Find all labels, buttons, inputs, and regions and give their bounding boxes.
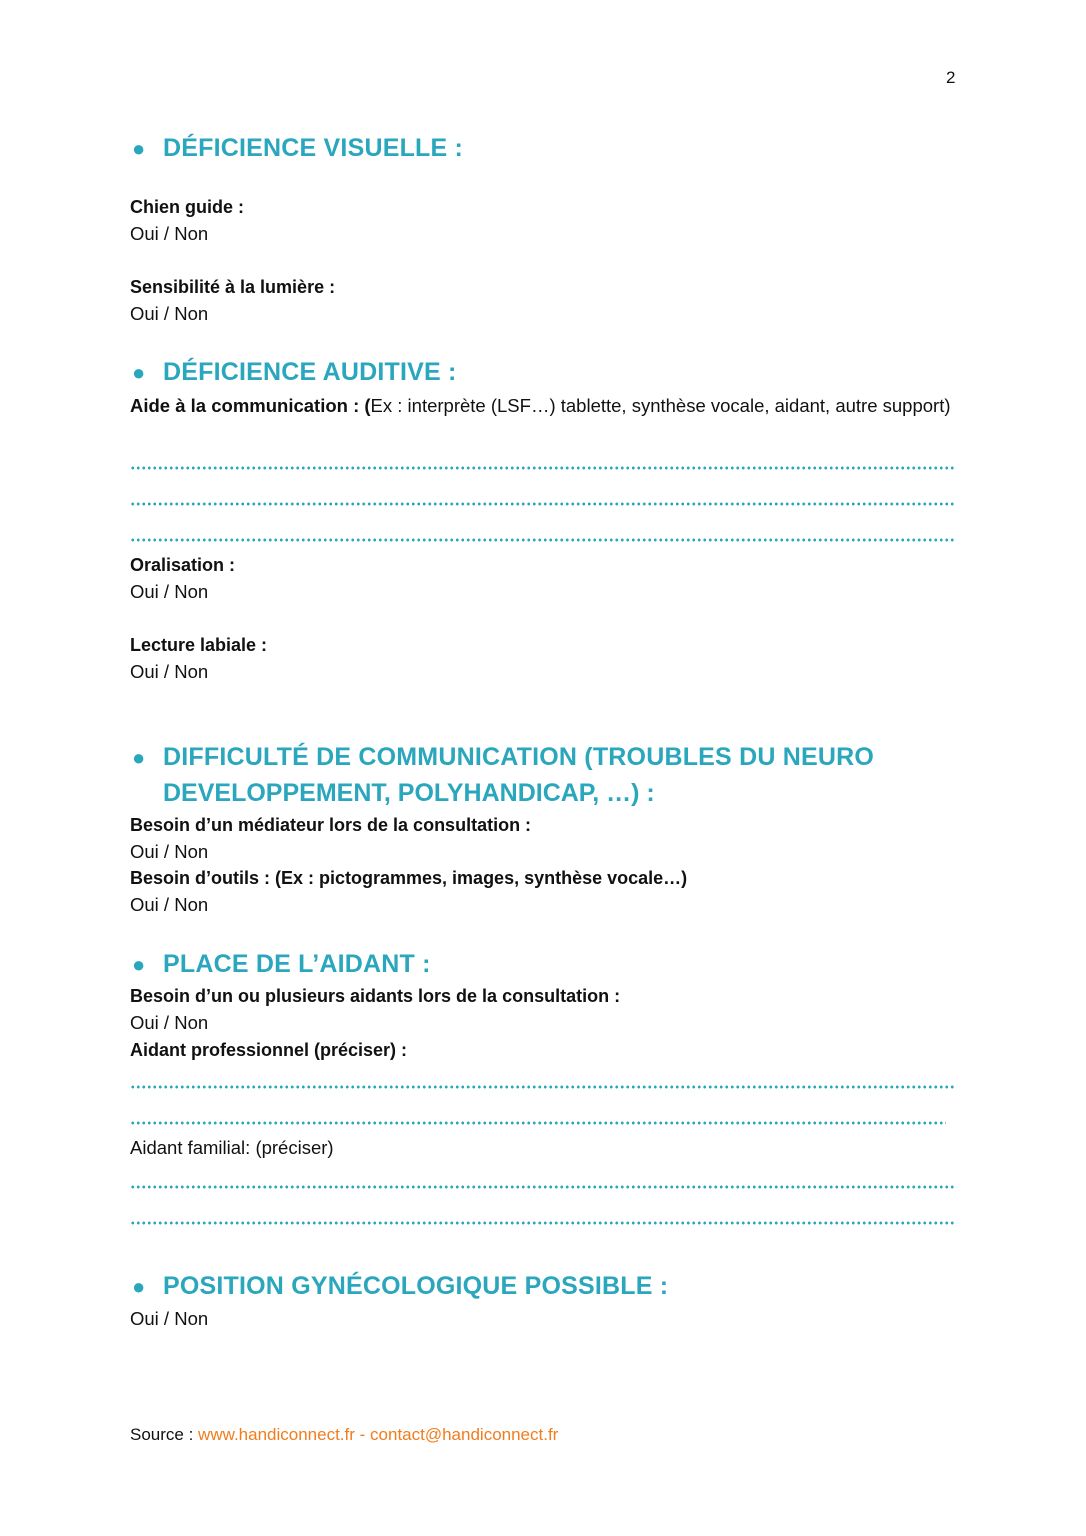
sensibilite-lumiere-value: Oui / Non <box>130 303 209 324</box>
aide-communication <box>130 392 956 419</box>
dotted-answer-line[interactable] <box>130 1084 956 1090</box>
oralisation-value: Oui / Non <box>130 581 209 602</box>
dotted-answer-line[interactable] <box>130 1184 956 1190</box>
dotted-answer-line[interactable] <box>130 1120 946 1126</box>
bullet-icon: ● <box>132 1274 146 1299</box>
chien-guide-value: Oui / Non <box>130 223 209 244</box>
email-link[interactable]: contact@handiconnect.fr <box>370 1425 559 1444</box>
chien-guide-label: Chien guide : <box>130 197 244 217</box>
heading-deficience-auditive: ● DÉFICIENCE AUDITIVE : <box>132 358 457 386</box>
sensibilite-lumiere-label: Sensibilité à la lumière : <box>130 277 336 297</box>
heading-difficulte-communication: ● DIFFICULTÉ DE COMMUNICATION (TROUBLES DU NEURO <box>132 743 875 771</box>
oralisation-label: Oralisation : <box>130 555 236 575</box>
aidant-professionnel-label: Aidant professionnel (préciser) : <box>130 1040 408 1060</box>
footer-separator: - <box>354 1425 371 1444</box>
heading-position-gynecologique: ● POSITION GYNÉCOLOGIQUE POSSIBLE : <box>132 1272 669 1300</box>
position-gynecologique-value: Oui / Non <box>130 1308 209 1329</box>
besoin-aidants-value: Oui / Non <box>130 1012 209 1033</box>
aidant-familial-label: Aidant familial: (préciser) <box>130 1137 334 1158</box>
mediateur-label: Besoin d’un médiateur lors de la consultation : <box>130 815 532 835</box>
outils-label: Besoin d’outils : (Ex : pictogrammes, images, synthèse vocale…) <box>130 868 688 888</box>
bullet-icon: ● <box>132 136 146 161</box>
outils-value: Oui / Non <box>130 894 209 915</box>
heading-deficience-visuelle: ● DÉFICIENCE VISUELLE : <box>132 134 464 162</box>
page-number: 2 <box>946 68 956 87</box>
besoin-aidants-label: Besoin d’un ou plusieurs aidants lors de la consultation : <box>130 986 621 1006</box>
bullet-icon: ● <box>132 360 146 385</box>
aide-communication-text: Ex : interprète (LSF…) tablette, synthèse vocale, aidant, autre support) <box>370 395 951 416</box>
dotted-answer-line[interactable] <box>130 501 956 507</box>
dotted-answer-line[interactable] <box>130 465 956 471</box>
footer-source <box>130 1425 558 1445</box>
bullet-icon: ● <box>132 952 146 977</box>
mediateur-value: Oui / Non <box>130 841 209 862</box>
dotted-answer-line[interactable] <box>130 1220 956 1226</box>
heading-difficulte-communication-line2: DEVELOPPEMENT, POLYHANDICAP, …) : <box>163 779 655 807</box>
lecture-labiale-label: Lecture labiale : <box>130 635 268 655</box>
lecture-labiale-value: Oui / Non <box>130 661 209 682</box>
aide-communication-label: Aide à la communication : ( <box>130 395 371 416</box>
heading-place-aidant: ● PLACE DE L’AIDANT : <box>132 950 431 978</box>
source-label: Source : <box>130 1425 199 1444</box>
website-link[interactable]: www.handiconnect.fr <box>198 1425 355 1444</box>
bullet-icon: ● <box>132 745 146 770</box>
dotted-answer-line[interactable] <box>130 537 956 543</box>
